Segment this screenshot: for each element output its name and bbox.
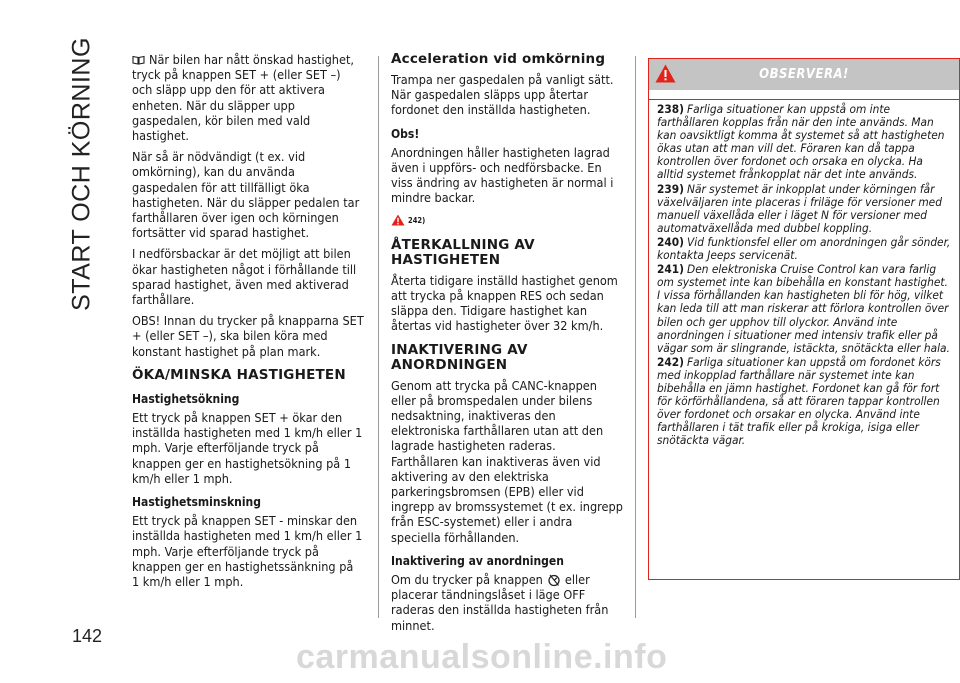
paragraph-overtake: När så är nödvändigt (t ex. vid omkörning), kan du använda gaspedalen för att tillfälligt öka hastigheten. När du släpper pedalen tar farthållaren över igen och körningen fortsätter vid sparad hastighet. (132, 149, 360, 241)
column-divider-right (635, 56, 636, 618)
chapter-title-text: START OCH KÖRNING (67, 37, 96, 311)
watermark: carmanualsonline.info (296, 638, 668, 676)
warning-box (648, 58, 960, 580)
heading-recall: ÅTERKALLNING AV HASTIGHETEN (391, 236, 535, 268)
warning-triangle-icon (391, 214, 405, 226)
warning-box-header (649, 59, 959, 90)
subheading-speed-decrease: Hastighetsminskning (132, 495, 261, 510)
subheading-obs: Obs! (391, 126, 420, 141)
paragraph-obs: OBS! Innan du trycker på knapparna SET + (eller SET –), ska bilen köra med konstant hastighet på plan mark. (132, 313, 364, 359)
warning-reference-number: 242) (408, 215, 426, 225)
subheading-deactivation: Inaktivering av anordningen (391, 553, 564, 568)
chapter-side-title (62, 37, 102, 311)
warning-note: 240) Vid funktionsfel eller om anordningen går sönder, kontakta Jeeps servicenät. (657, 234, 951, 263)
paragraph-speed-increase: Ett tryck på knappen SET + ökar den inställda hastigheten med 1 km/h eller 1 mph. Varje efterföljande tryck på knappen ger en hastighetsökning på 1 km/h eller 1 mph. (132, 410, 363, 486)
paragraph-speed-decrease: Ett tryck på knappen SET - minskar den inställda hastigheten med 1 km/h eller 1 mph. Varje efterföljande tryck på knappen ger en hastighetssänkning på 1 km/h eller 1 mph. (132, 513, 363, 590)
book-icon (132, 55, 145, 65)
warning-box-body (649, 100, 959, 447)
paragraph-deactivation: Genom att trycka på CANC-knappen eller på bromspedalen under bilens nedsaktning, inaktiveras den elektroniska farthållaren utan att den lagrade hastigheten raderas. Farthållaren kan inaktiveras även vid aktivering av den elektriska parkeringsbromsen (EPB) eller vid ingrepp av bromssystemet (t ex. ingrepp från ESC-systemet) eller i andra speciella förhållanden. (391, 377, 623, 545)
subheading-speed-increase: Hastighetsökning (132, 391, 240, 406)
paragraph-acceleration: Trampa ner gaspedalen på vanligt sätt. När gaspedalen släpps upp återtar fordonet den inställda hastigheten. (391, 72, 614, 118)
warning-box-title: OBSERVERA! (759, 67, 849, 82)
column-divider-left (378, 56, 379, 618)
column-2 (391, 52, 625, 639)
cruise-control-icon (547, 573, 561, 587)
page-number: 142 (72, 626, 103, 646)
warning-note: 238) Farliga situationer kan uppstå om inte farthållaren kopplas från när den inte används. Man kan oavsiktligt komma åt systemet så att hastigheten ökas utan att man vill det. Föraren kan då tappa kontrollen över fordonet och orsaka en olycka. Ha alltid systemet frånkopplat när det inte används. (657, 102, 945, 182)
paragraph-activate: När bilen har nått önskad hastighet, tryck på knappen SET + (eller SET –) och släpp upp den för att aktivera enheten. När du släpper upp gaspedalen, kör bilen med vald hastighet. (132, 52, 354, 144)
paragraph-hills: Anordningen håller hastigheten lagrad även i uppförs- och nedförsbacke. En viss ändring av hastigheten är normal i mindre backar. (391, 144, 614, 206)
heading-increase-decrease: ÖKA/MINSKA HASTIGHETEN (132, 366, 346, 383)
warning-note: 241) Den elektroniska Cruise Control kan vara farlig om systemet inte kan bibehålla en konstant hastighet. I vissa förhållanden kan hastigheten bli för hög, vilket kan leda till att man riskerar att förlora kontrollen över bilen och ger upphov till olyckor. Använd inte anordningen i situationer med intensiv trafik eller på vägar som är slingrande, istäckta, snötäckta eller hala. (657, 262, 950, 355)
warning-note: 239) När systemet är inkopplat under körningen får växelväljaren inte placeras i friläge för versioner med manuell växellåda eller i läget N för versioner med automatväxellåda med dubbel koppling. (657, 181, 942, 235)
column-1 (132, 52, 364, 595)
heading-acceleration: Acceleration vid omkörning (391, 51, 606, 67)
column-3 (648, 58, 960, 580)
warning-note: 242) Farliga situationer kan uppstå om fordonet körs med inkopplad farthållare när systemet inte kan bibehålla en jämn hastighet. Fordonet kan gå för fort för körförhållandena, så att föraren tappar kontrollen över fordonet och orsakar en olycka. Använd inte farthållaren i tät trafik eller på krokiga, isiga eller snötäckta vägar. (657, 354, 941, 448)
warning-reference (391, 212, 625, 228)
paragraph-downhill: I nedförsbackar är det möjligt att bilen ökar hastigheten något i förhållande till sparad hastighet, även med aktiverad farthållare. (132, 246, 357, 308)
heading-deactivation: INAKTIVERING AV ANORDNINGEN (391, 341, 528, 373)
paragraph-recall: Återta tidigare inställd hastighet genom att trycka på knappen RES och sedan släppa den. Tidigare hastighet kan återtas vid hastigheter över 32 km/h. (391, 272, 618, 334)
paragraph-button-off: Om du trycker på knappen eller placerar tändningslåset i läge OFF raderas den inställda hastigheten från minnet. (391, 572, 609, 633)
